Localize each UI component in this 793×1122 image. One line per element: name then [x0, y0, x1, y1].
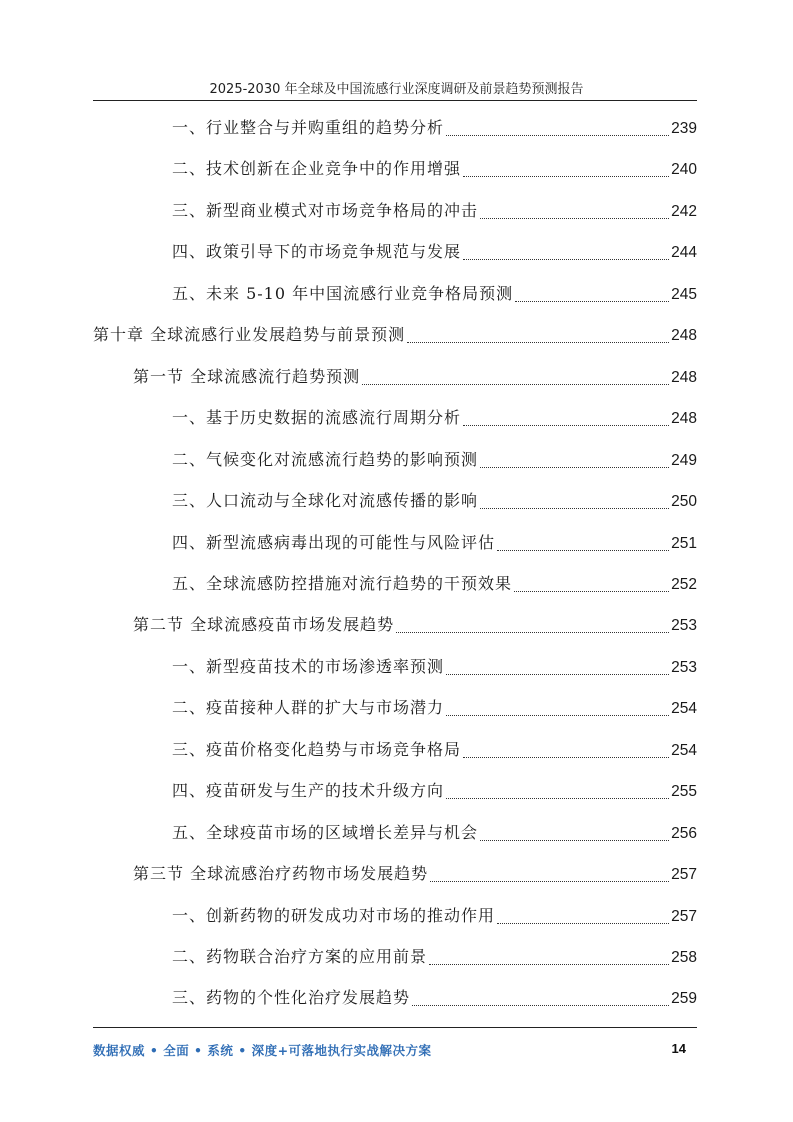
- toc-entry-title: 二、药物联合治疗方案的应用前景: [172, 947, 428, 966]
- toc-dot-leader: [446, 714, 669, 716]
- toc-section-entry: [133, 613, 697, 637]
- toc-dot-leader: [515, 300, 669, 302]
- toc-entry-title: 一、行业整合与并购重组的趋势分析: [172, 118, 445, 137]
- toc-entry-page: 253: [671, 658, 697, 676]
- toc-subsection-entry: [172, 821, 697, 845]
- toc-entry-page: 257: [671, 907, 697, 925]
- toc-dot-leader: [396, 631, 669, 633]
- toc-entry-title: 四、疫苗研发与生产的技术升级方向: [172, 781, 445, 801]
- toc-dot-leader: [463, 175, 669, 177]
- toc-dot-leader: [412, 1004, 669, 1006]
- toc-subsection-entry: [172, 282, 697, 306]
- toc-entry-page: 250: [671, 493, 697, 511]
- toc-entry-page: 258: [671, 949, 697, 966]
- toc-subsection-entry: [172, 406, 697, 430]
- toc-entry-page: 259: [671, 990, 697, 1008]
- toc-subsection-entry: [172, 489, 697, 513]
- toc-entry-title: 四、政策引导下的市场竞争规范与发展: [172, 242, 462, 262]
- toc-dot-leader: [407, 341, 669, 343]
- toc-dot-leader: [463, 756, 669, 758]
- toc-subsection-entry: [172, 655, 697, 679]
- toc-dot-leader: [497, 922, 669, 924]
- toc-entry-page: 255: [671, 783, 697, 801]
- toc-dot-leader: [514, 590, 669, 592]
- report-title: 2025-2030 年全球及中国流感行业深度调研及前景趋势预测报告: [209, 82, 584, 97]
- toc-entry-title: 第三节 全球流感治疗药物市场发展趋势: [133, 864, 429, 884]
- toc-dot-leader: [463, 258, 669, 260]
- toc-subsection-entry: [172, 779, 697, 803]
- toc-entry-title: 二、疫苗接种人群的扩大与市场潜力: [172, 698, 445, 718]
- toc-entry-page: 239: [671, 120, 697, 137]
- toc-dot-leader: [463, 424, 669, 426]
- toc-entry-title: 四、新型流感病毒出现的可能性与风险评估: [172, 532, 496, 552]
- toc-entry-page: 254: [671, 700, 697, 718]
- toc-dot-leader: [446, 673, 669, 675]
- toc-subsection-entry: [172, 531, 697, 555]
- toc-entry-title: 五、未来 5-10 年中国流感行业竞争格局预测: [172, 283, 514, 303]
- toc-entry-page: 248: [671, 410, 697, 428]
- toc-entry-page: 245: [671, 285, 697, 303]
- toc-entry-page: 248: [671, 327, 697, 345]
- toc-entry-title: 五、全球疫苗市场的区域增长差异与机会: [172, 822, 479, 842]
- toc-entry-page: 253: [671, 617, 697, 635]
- toc-entry-page: 252: [671, 575, 697, 593]
- toc-dot-leader: [480, 217, 669, 219]
- toc-dot-leader: [480, 839, 669, 841]
- toc-entry-page: 244: [671, 244, 697, 262]
- footer-slogan: 数据权威 • 全面 • 系统 • 深度+可落地执行实战解决方案: [93, 1043, 432, 1058]
- toc-subsection-entry: [172, 572, 697, 596]
- toc-entry-page: 254: [671, 741, 697, 759]
- toc-section-entry: [133, 365, 697, 389]
- toc-entry-title: 五、全球流感防控措施对流行趋势的干预效果: [172, 573, 513, 593]
- toc-entry-title: 第十章 全球流感行业发展趋势与前景预测: [93, 325, 406, 345]
- toc-entry-title: 二、气候变化对流感流行趋势的影响预测: [172, 449, 479, 469]
- toc-entry-title: 三、人口流动与全球化对流感传播的影响: [172, 491, 479, 511]
- toc-dot-leader: [480, 466, 669, 468]
- toc-subsection-entry: [172, 116, 697, 140]
- toc-entry-title: 第二节 全球流感疫苗市场发展趋势: [133, 615, 395, 635]
- toc-entry-page: 248: [671, 368, 697, 386]
- toc-dot-leader: [497, 549, 669, 551]
- toc-subsection-entry: [172, 240, 697, 264]
- toc-section-entry: [133, 862, 697, 886]
- toc-entry-title: 一、新型疫苗技术的市场渗透率预测: [172, 656, 445, 676]
- toc-chapter-entry: [93, 323, 697, 347]
- footer-divider: [93, 1027, 697, 1028]
- toc-entry-page: 249: [671, 451, 697, 469]
- toc-entry-title: 三、药物的个性化治疗发展趋势: [172, 988, 411, 1008]
- toc-subsection-entry: [172, 696, 697, 720]
- toc-entry-title: 二、技术创新在企业竞争中的作用增强: [172, 159, 462, 179]
- toc-subsection-entry: [172, 199, 697, 223]
- toc-entry-page: 251: [671, 534, 697, 552]
- toc-entry-page: 256: [671, 824, 697, 842]
- toc-subsection-entry: [172, 904, 697, 928]
- toc-dot-leader: [446, 797, 669, 799]
- toc-entry-title: 三、新型商业模式对市场竞争格局的冲击: [172, 200, 479, 220]
- toc-dot-leader: [430, 880, 669, 882]
- toc-entry-page: 242: [671, 202, 697, 220]
- toc-entry-title: 三、疫苗价格变化趋势与市场竞争格局: [172, 739, 462, 759]
- toc-entry-page: 257: [671, 866, 697, 884]
- toc-entry-page: 240: [671, 161, 697, 179]
- toc-subsection-entry: [172, 448, 697, 472]
- toc-entry-title: 第一节 全球流感流行趋势预测: [133, 366, 361, 386]
- page-number: 14: [671, 1041, 686, 1056]
- toc-dot-leader: [446, 134, 669, 136]
- toc-dot-leader: [429, 963, 669, 965]
- toc-subsection-entry: [172, 738, 697, 762]
- toc-subsection-entry: [172, 157, 697, 181]
- toc-dot-leader: [362, 383, 669, 385]
- toc-subsection-entry: [172, 986, 697, 1010]
- toc-entry-title: 一、基于历史数据的流感流行周期分析: [172, 408, 462, 428]
- toc-entry-title: 一、创新药物的研发成功对市场的推动作用: [172, 905, 496, 925]
- toc-subsection-entry: [172, 945, 697, 969]
- toc-dot-leader: [480, 507, 669, 509]
